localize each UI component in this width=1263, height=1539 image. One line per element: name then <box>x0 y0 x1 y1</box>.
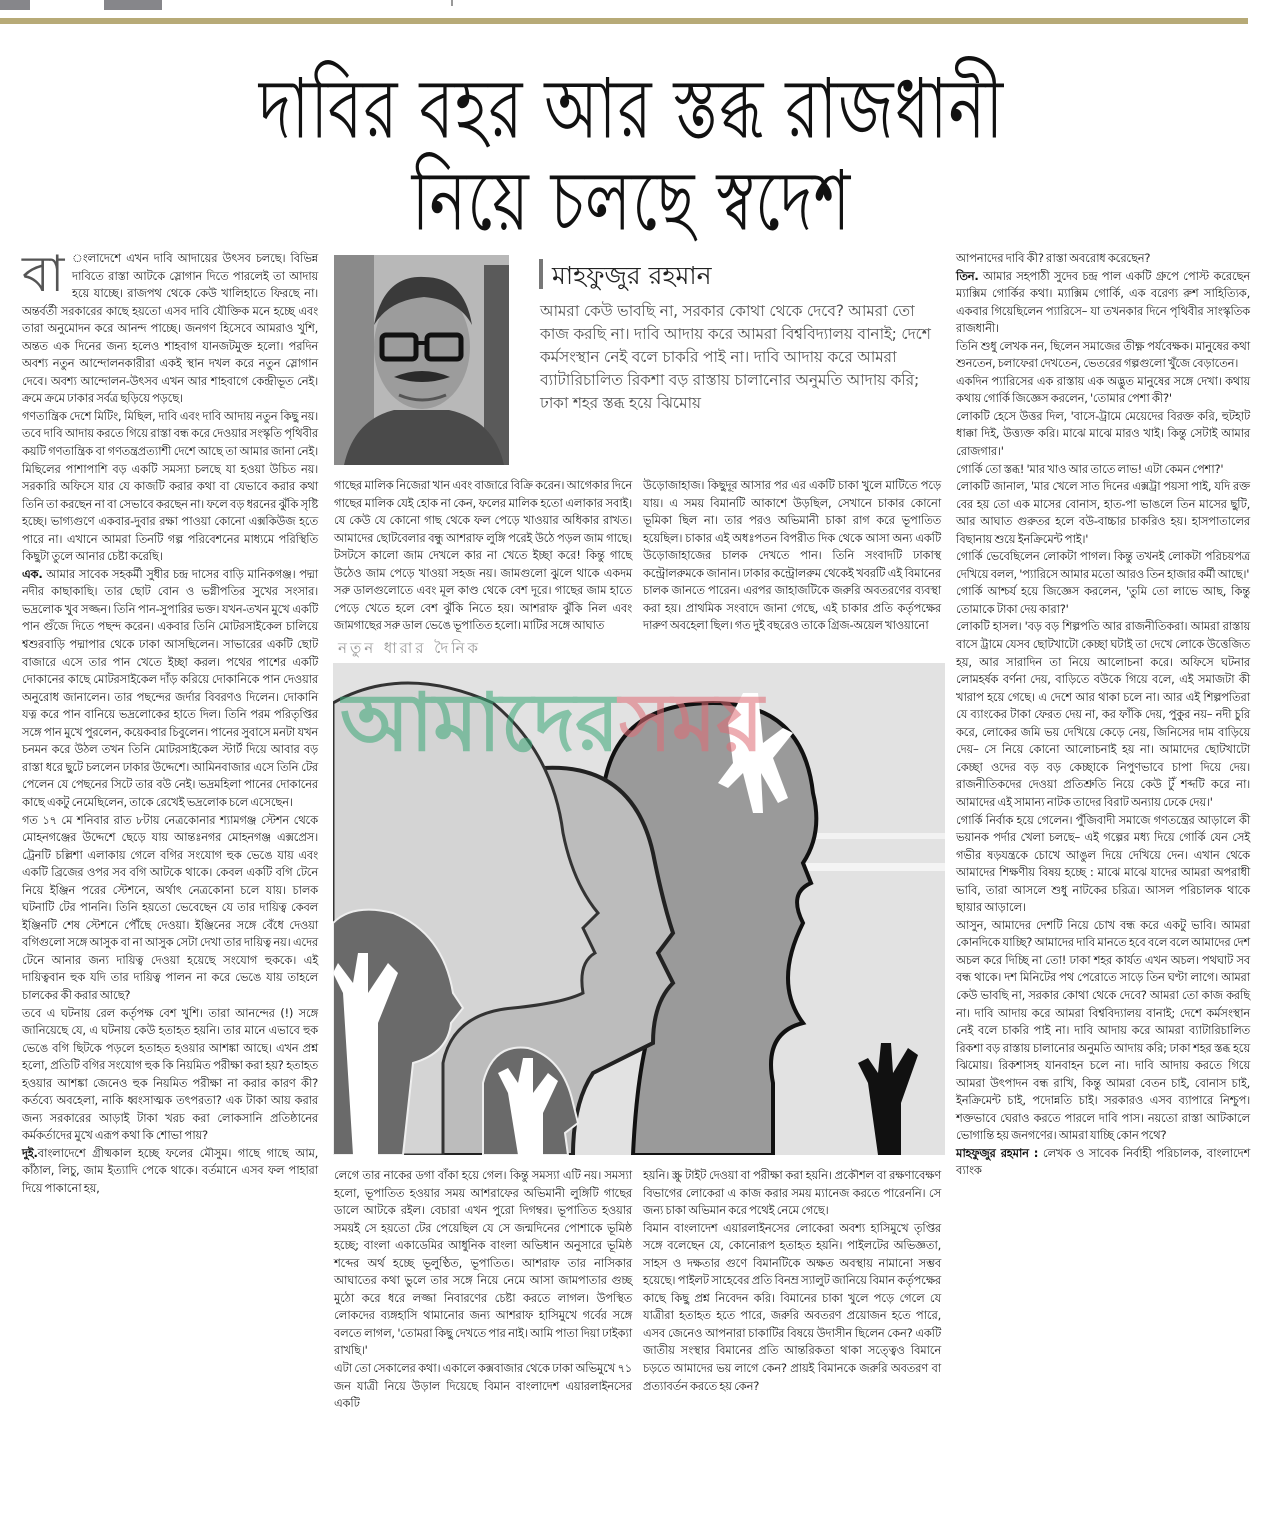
paragraph: আসুন, আমাদের দেশটি নিয়ে চোখ বন্ধ করে একটু ভাবি। আমরা কোনদিকে যাচ্ছি? আমাদের দাবি মানতে হবে বলে বলে আমাদের দেশ অচল করে দিচ্ছি না তো! ঢাকা শহর কার্যত এখন অচল। পথঘাট সব বন্ধ থাকে। দশ মিনিটের পথ পেরোতে সাড়ে তিন ঘণ্টা লাগে। আমরা কেউ ভাবছি না, সরকার কোথা থেকে দেবে? আমরা তো কাজ করছি না। দাবি আদায় করে আমরা বিশ্ববিদ্যালয় বানাই; দেশে কর্মসংস্থান নেই বলে চাকরি পাই না। দাবি আদায় করে আমরা ব্যাটারিচালিত রিকশা বড় রাস্তায় চালানোর অনুমতি আদায় করি; ঢাকা শহর স্তব্ধ হয়ে ঝিমোয়। রিকশাসহ যানবাহন চলে না। দাবি আদায় করতে গিয়ে আমরা উৎপাদন বন্ধ রাখি, কিন্তু আমরা বেতন চাই, বোনাস চাই, ইনক্রিমেন্ট চাই, পদোন্নতি চাই। সরকারও এসব ব্যাপারে নিশ্চুপ। শক্তভাবে ঘেরাও করতে পারলে দাবি পাস। নয়তো রাস্তা আটকালে ভোগান্তি হয় জনগণের। আমরা যাচ্ছি কোন পথে? <box>956 917 1250 1143</box>
protest-silhouettes-illustration <box>333 663 945 1155</box>
paragraph: বা ংলাদেশে এখন দাবি আদায়ের উৎসব চলছে। বিভিন্ন দাবিতে রাস্তা আটকে স্লোগান দিতে পারলেই তা আদায় হয়ে যাচ্ছে। রাজপথ থেকে কেউ খালিহাতে ফিরছে না। অন্তর্বর্তী সরকারের কাছে হয়তো এসব দাবি যৌক্তিক মনে হচ্ছে এবং তারা অনুমোদন করে আনন্দ পাচ্ছে। জনগণ হিসেবে আমরাও খুশি, অন্তত এক দিনের জন্য হলেও শাহবাগ যানজটমুক্ত হলো। পরদিন অবশ্য নতুন আন্দোলনকারীরা একই স্থান দখল করে নতুন স্লোগান দেবে। অবশ্য আন্দোলন-উৎসব এখন আর শাহবাগে কেন্দ্রীভূত নেই। ক্রমে ক্রমে ঢাকার সর্বত্র ছড়িয়ে পড়ছে। <box>22 245 318 406</box>
byline-accent-bar <box>539 259 543 289</box>
signoff-name: মাহফুজুর রহমান : <box>956 1145 1039 1160</box>
article-column-2-bottom <box>334 1167 632 1413</box>
article-column-4 <box>956 250 1250 1180</box>
masthead-divider <box>451 0 453 6</box>
watermark-tagline: নতুন ধারার দৈনিক <box>338 639 481 657</box>
masthead-rule <box>0 18 1248 24</box>
paragraph: গোর্কি ভেবেছিলেন লোকটা পাগল। কিন্তু তখনই লোকটা পরিচয়পত্র দেখিয়ে বলল, 'প্যারিসে আমার মতো আরও তিন হাজার কর্মী আছে।' <box>956 549 1250 581</box>
paragraph: আপনাদের দাবি কী? রাস্তা অবরোধ করেছেন? <box>956 251 1151 265</box>
headline-line-2: নিয়ে চলছে স্বদেশ <box>411 151 852 250</box>
paragraph: গত ১৭ মে শনিবার রাত ৮টায় নেত্রকোনার শ্যামগঞ্জ স্টেশন থেকে মোহনগঞ্জের উদ্দেশে ছেড়ে যায় আন্তঃনগর মোহনগঞ্জ এক্সপ্রেস। ট্রেনটি চল্লিশা এলাকায় গেলে বগির সংযোগ হুক ভেঙে যায় এবং একটি ব্রিজের ওপর সব বগি আটকে থাকে। কেবল একটি বগি টেনে নিয়ে ইঞ্জিন পরের স্টেশনে, অর্থাৎ নেত্রকোনা চলে যায়। চালক ঘটনাটি টের পাননি। তিনি হয়তো ভেবেছেন যে তার দায়িত্ব কেবল ইঞ্জিনটি শেষ স্টেশনে পৌঁছে দেওয়া। ইঞ্জিনের সঙ্গে বেঁধে দেওয়া বগিগুলো সঙ্গে আসুক বা না আসুক সেটা দেখা তার দায়িত্ব নয়। এদের টেনে আনার জন্য দায়িত্ব দেওয়া হয়েছে সংযোগ হুককে। এই দায়িত্ববান হুক যদি তার দায়িত্ব পালন না করে ভেঙে যায় তাহলে চালকের কী করার আছে? <box>22 812 318 1002</box>
author-signoff <box>956 1145 1250 1180</box>
paragraph: গোর্কি আশ্চর্য হয়ে জিজ্ঞেস করলেন, 'তুমি তো লাভে আছ, কিন্তু তোমাকে টাকা দেয় কারা?' <box>956 584 1250 616</box>
paragraph: গাছের মালিক নিজেরা খান এবং বাজারে বিক্রি করেন। আগেকার দিনে গাছের মালিক যেই হোক না কেন, ফলের মালিক হতো এলাকার সবাই। যে কেউ যে কোনো গাছ থেকে ফল পেড়ে খাওয়ার অধিকার রাখত। আমাদের ছোটবেলার বন্ধু আশরাফ লুঙ্গি পরেই উঠে পড়ল জাম গাছে। টসটসে কালো জাম দেখলে কার না খেতে ইচ্ছা করে! কিন্তু গাছে উঠেও জাম পেড়ে খাওয়া সহজ নয়। জামগুলো ঝুলে থাকে একদম সরু ডালগুলোতে এবং মূল কাণ্ড থেকে বেশ দূরে। গাছের জাম হাতে পেড়ে খেতে হলে বেশ ঝুঁকি নিতে হয়। আশরাফ ঝুঁকি নিল এবং জামগাছের সরু ডাল ভেঙে ভূপাতিত হলো। মাটির সঙ্গে আঘাত <box>334 478 632 633</box>
drop-cap: বা <box>22 245 65 303</box>
masthead-block-right <box>104 0 162 10</box>
paragraph: তিন. আমার সহপাঠী সুদেব চন্দ্র পাল একটি গ্রুপে পোস্ট করেছেন ম্যাক্সিম গোর্কির কথা। ম্যাক্সিম গোর্কি, এক বরেণ্য রুশ সাহিত্যিক, একবার গিয়েছিলেন প্যারিসে– যা তখনকার দিনে পৃথিবীর সাংস্কৃতিক রাজধানী। <box>956 268 1250 336</box>
headline-line-1: দাবির বহর আর স্তব্ধ রাজধানী <box>258 59 1005 158</box>
paragraph: গোর্কি নির্বাক হয়ে গেলেন। পুঁজিবাদী সমাজে গণতন্ত্রের আড়ালে কী ভয়ানক পর্দার খেলা চলছে– এই গল্পের মধ্য দিয়ে গোর্কি যেন সেই গভীর ষড়যন্ত্রকে চোখে আঙুল দিয়ে দেখিয়ে দেন। এখান থেকে আমাদের শিক্ষণীয় বিষয় হচ্ছে : মাঝে মাঝে যাদের আমরা অপরাধী ভাবি, তারা আসলে শুধু নাটকের চরিত্র। আসল পরিচালক থাকে ছায়ার আড়ালে। <box>956 812 1250 915</box>
pull-quote: আমরা কেউ ভাবছি না, সরকার কোথা থেকে দেবে? আমরা তো কাজ করছি না। দাবি আদায় করে আমরা বিশ্ববিদ্যালয় বানাই; দেশে কর্মসংস্থান নেই বলে চাকরি পাই না। দাবি আদায় করে আমরা ব্যাটারিচালিত রিকশা বড় রাস্তায় চালানোর অনুমতি আদায় করি; ঢাকা শহর স্তব্ধ হয়ে ঝিমোয় <box>540 302 931 412</box>
paragraph: দুই.বাংলাদেশে গ্রীষ্মকাল হচ্ছে ফলের মৌসুম। গাছে গাছে আম, কাঁঠাল, লিচু, জাম ইত্যাদি পেকে থাকে। বর্তমানে এসব ফল পাহারা দিয়ে পাকানো হয়, <box>22 1145 318 1195</box>
section-marker-one: এক. <box>22 566 43 581</box>
section-marker-three: তিন. <box>956 268 979 283</box>
article-column-3-bottom <box>643 1167 941 1395</box>
paragraph: বিমান বাংলাদেশ এয়ারলাইনসের লোকেরা অবশ্য হাসিমুখে তৃপ্তির সঙ্গে বলেছেন যে, কোনোরূপ হতাহত হয়নি। পাইলটের অভিজ্ঞতা, সাহস ও দক্ষতার গুণে বিমানটিকে অক্ষত অবস্থায় নামানো সম্ভব হয়েছে। পাইলট সাহেবের প্রতি বিনম্র স্যালুট জানিয়ে বিমান কর্তৃপক্ষের কাছে কিছু প্রশ্ন নিবেদন করি। বিমানের চাকা খুলে পড়ে গেলে যে যাত্রীরা হতাহত হতে পারে, জরুরি অবতরণ প্রয়োজন হতে পারে, এসব জেনেও আপনারা চাকাটির বিষয়ে উদাসীন ছিলেন কেন? একটি জাতীয় সংস্থার বিমানের প্রতি আন্তরিকতা থাকা সত্ত্বেও বিমানে চড়তে আমাদের ভয় লাগে কেন? প্রায়ই বিমানকে জরুরি অবতরণ বা প্রত্যাবর্তন করতে হয় কেন? <box>643 1220 941 1393</box>
paragraph: লেগে তার নাকের ডগা বাঁকা হয়ে গেল। কিন্তু সমস্যা এটি নয়। সমস্যা হলো, ভূপাতিত হওয়ার সময় আশরাফের অভিমানী লুঙ্গিটি গাছের ডালে আটকে রইল। বেচারা এখন পুরো দিগম্বর। ভূপাতিত হওয়ার সময়ই সে হয়তো টের পেয়েছিল যে সে জন্মদিনের পোশাকে ভূমিষ্ঠ হচ্ছে; বাংলা একাডেমির আধুনিক বাংলা অভিধান অনুসারে ভূমিষ্ঠ শব্দের অর্থ হচ্ছে ভূলুণ্ঠিত, ভূপাতিত। আশরাফ তার নাসিকার আঘাতের কথা ভুলে তার সঙ্গে নিয়ে নেমে আসা জামপাতার গুচ্ছ মুঠো করে ধরে লজ্জা নিবারণের চেষ্টা করতে লাগল। উপস্থিত লোকদের ব্যঙ্গহাসি থামানোর জন্য আশরাফ হাসিমুখে গর্বের সঙ্গে বলতে লাগল, 'তোমরা কিছু দেখতে পার নাই। আমি পাতা দিয়া ঢাইক্যা রাখছি।' <box>334 1168 632 1358</box>
article-column-1 <box>22 245 318 1198</box>
paragraph: তিনি শুধু লেখক নন, ছিলেন সমাজের তীক্ষ্ণ পর্যবেক্ষক। মানুষের কথা শুনতেন, চলাফেরা দেখতেন, ভেতরের গল্পগুলো খুঁজে বেড়াতেন। <box>956 338 1250 371</box>
paragraph: গোর্কি তো স্তব্ধ! 'মার খাও আর তাতে লাভ! এটা কেমন পেশা?' <box>956 461 1224 476</box>
author-portrait-icon <box>334 255 509 465</box>
article-column-3-top <box>643 477 941 635</box>
watermark-brand-part1: আমাদের <box>340 683 620 763</box>
paragraph: হয়নি। স্ক্রু টাইট দেওয়া বা পরীক্ষা করা হয়নি। প্রকৌশল বা রক্ষণাবেক্ষণ বিভাগের লোকেরা এ কাজ করার সময় ম্যানেজ করতে পারেননি। সে জন্য চাকা অভিমান করে পথেই নেমে গেছে। <box>643 1168 941 1218</box>
author-photo <box>334 255 509 465</box>
signoff-description: লেখক ও সাবেক নির্বাহী পরিচালক, বাংলাদেশ ব্যাংক <box>956 1145 1251 1178</box>
paragraph: লোকটি হেসে উত্তর দিল, 'বাসে-ট্রামে মেয়েদের বিরক্ত করি, হুটহাট ধাক্কা দিই, উত্ত্যক্ত করি। মাঝে মাঝে মারও খাই। কিন্তু সেটাই আমার রোজগার।' <box>956 408 1250 459</box>
paragraph: গণতান্ত্রিক দেশে মিটিং, মিছিল, দাবি এবং দাবি আদায় নতুন কিছু নয়। তবে দাবি আদায় করতে গিয়ে রাস্তা বন্ধ করে দেওয়ার সংস্কৃতি পৃথিবীর কয়টি গণতান্ত্রিক বা গণতন্ত্রপ্রত্যাশী দেশে আছে তা আমার জানা নেই। মিছিলের পাশাপাশি বড় একটি সমস্যা চলছে যা হওয়া উচিত নয়। সরকারি অফিসে যার যে কাজটি করার কথা বা যেভাবে করার কথা তিনি তা করছেন না বা সেভাবে করছেন না। ফলে বড় ধরনের ঝুঁকি সৃষ্টি হচ্ছে। ভাগ্যগুণে একবার-দুবার রক্ষা পাওয়া কোনো এক্সকিউজ হতে পারে না। এখানে আমরা তিনটি গল্প পরিবেশনের মাধ্যমে পরিস্থিতি কিছুটা তুলে আনার চেষ্টা করেছি। <box>22 408 318 564</box>
paragraph: এটা তো সেকালের কথা। একালে কক্সবাজার থেকে ঢাকা অভিমুখে ৭১ জন যাত্রী নিয়ে উড়াল দিয়েছে বিমান বাংলাদেশ এয়ারলাইনসের একটি <box>334 1361 632 1411</box>
author-byline: মাহফুজুর রহমান <box>552 261 712 290</box>
watermark-brand-part2: সময় <box>619 683 764 763</box>
paragraph: তবে এ ঘটনায় রেল কর্তৃপক্ষ বেশ খুশি। তারা আনন্দের (!) সঙ্গে জানিয়েছে যে, এ ঘটনায় কেউ হতাহত হয়নি। তার মানে এভাবে হুক ভেঙে বগি ছিটকে পড়লে হতাহত হওয়ার আশঙ্কা আছে। এখন প্রশ্ন হলো, প্রতিটি বগির সংযোগ হুক কি নিয়মিত পরীক্ষা করা হয়? হতাহত হওয়ার আশঙ্কা জেনেও হুক নিয়মিত পরীক্ষা না করার কারণ কী? কর্তব্যে অবহেলা, নাকি ধ্বংসাত্মক তৎপরতা? এক টাকা আয় করার জন্য সরকারের আড়াই টাকা খরচ করা লোকসানি প্রতিষ্ঠানের কর্মকর্তাদের মুখে এরূপ কথা কি শোভা পায়? <box>22 1005 318 1143</box>
section-marker-two: দুই. <box>22 1145 38 1160</box>
paragraph: লোকটি জানাল, 'মার খেলে সাত দিনের এক্সট্রা পয়সা পাই, যদি রক্ত বের হয় তো এক মাসের বোনাস, হাত-পা ভাঙলে তিন মাসের ছুটি, আর আঘাত গুরুতর হলে বউ-বাচ্চার চাকরিও হয়। হাসপাতালের বিছানায় শুয়ে ইনক্রিমেন্ট পাই।' <box>956 479 1250 546</box>
paragraph: এক. আমার সাবেক সহকর্মী সুধীর চন্দ্র দাসের বাড়ি মানিকগঞ্জ। পদ্মা নদীর কাছাকাছি। তার ছোট বোন ও ভগ্নীপতির সুখের সংসার। ভদ্রলোক খুব সজ্জন। তিনি পান-সুপারির ভক্ত। যখন-তখন মুখে একটি পান গুঁজে দিতে পছন্দ করেন। একবার তিনি মোটরসাইকেল চালিয়ে শ্বশুরবাড়ি পদ্মাপার থেকে ঢাকা আসছিলেন। সাভারের একটি ছোট বাজারে এসে তার পান খেতে ইচ্ছা করল। পথের পাশের একটি দোকানের কাছে মোটরসাইকেল দাঁড় করিয়ে দোকানিকে পান দেওয়ার অনুরোধ জানালেন। তার পছন্দের জর্দার বিবরণও দিলেন। দোকানি যত্ন করে পান বানিয়ে ভদ্রলোকের হাতে দিল। তিনি পরম পরিতৃপ্তির সঙ্গে পান মুখে পুরলেন, কয়েকবার চিবুলেন। পানের সুবাসে মনটা যখন চনমন করে উঠল তখন তিনি মোটরসাইকেল স্টার্ট দিয়ে আবার বড় রাস্তা ধরে ছুটে চললেন ঢাকার উদ্দেশে। আমিনবাজার এসে তিনি টের পেলেন যে পেছনের সিটে তার বউ নেই। ভদ্রমহিলা পানের দোকানের কাছে একটু নেমেছিলেন, তাকে রেখেই ভদ্রলোক চলে এসেছেন। <box>22 566 318 809</box>
paragraph: উড়োজাহাজ। কিছুদূর আসার পর এর একটি চাকা খুলে মাটিতে পড়ে যায়। এ সময় বিমানটি আকাশে উড়ছিল, সেখানে চাকার কোনো ভূমিকা ছিল না। তার পরও অভিমানী চাকা রাগ করে ভূপাতিত হয়েছিল। চাকার এই অধঃপতন বিপরীত দিক থেকে আসা অন্য একটি উড়োজাহাজের চালক দেখতে পান। তিনি সংবাদটি ঢাকাস্থ কন্ট্রোলরুমকে জানান। ঢাকার কন্ট্রোলরুম থেকেই খবরটি এই বিমানের চালক জানতে পারেন। এরপর জাহাজটিকে জরুরি অবতরণের ব্যবস্থা করা হয়। প্রাথমিক সংবাদে জানা গেছে, এই চাকার প্রতি কর্তৃপক্ষের দারুণ অবহেলা ছিল। গত দুই বছরেও তাকে গ্রিজ-অয়েল খাওয়ানো <box>643 478 941 633</box>
masthead-block-left <box>0 0 30 10</box>
article-illustration <box>333 663 945 1155</box>
article-column-2-top <box>334 477 632 635</box>
paragraph: লোকটি হাসল। 'বড় বড় শিল্পপতি আর রাজনীতিকরা। আমরা রাস্তায় বাসে ট্রামে যেসব ছোটখাটো কেচ্ছা ঘটাই তা দেখে লোকে উত্তেজিত হয়, আর সারাদিন তা নিয়ে আলোচনা করে। অফিসে ঘটনার লোমহর্ষক বর্ণনা দেয়, বাড়িতে বউকে গিয়ে বলে, এই সমাজটা কী খারাপ হয়ে গেছে। এ দেশে আর থাকা চলে না। আর এই শিল্পপতিরা যে ব্যাংকের টাকা ফেরত দেয় না, কর ফাঁকি দেয়, পুকুর নয়– নদী চুরি করে, লোকের জমি ভয় দেখিয়ে কেড়ে নেয়, জিনিসের দাম বাড়িয়ে দেয়– সে নিয়ে কোনো আলোচনাই হয় না। আমাদের ছোটখাটো কেচ্ছা ওদের বড় বড় কেচ্ছাকে নিপুণভাবে চাপা দিয়ে দেয়। রাজনীতিকদের দেওয়া প্রতিশ্রুতি নিয়ে কেউ টুঁ শব্দটি করে না। আমাদের এই সামান্য নাটক তাদের বিরাট অন্যায় ঢেকে দেয়।' <box>956 619 1250 809</box>
paragraph: একদিন প্যারিসের এক রাস্তায় এক অদ্ভুত মানুষের সঙ্গে দেখা। কথায় কথায় গোর্কি জিজ্ঞেস করলেন, 'তোমার পেশা কী?' <box>956 373 1250 406</box>
